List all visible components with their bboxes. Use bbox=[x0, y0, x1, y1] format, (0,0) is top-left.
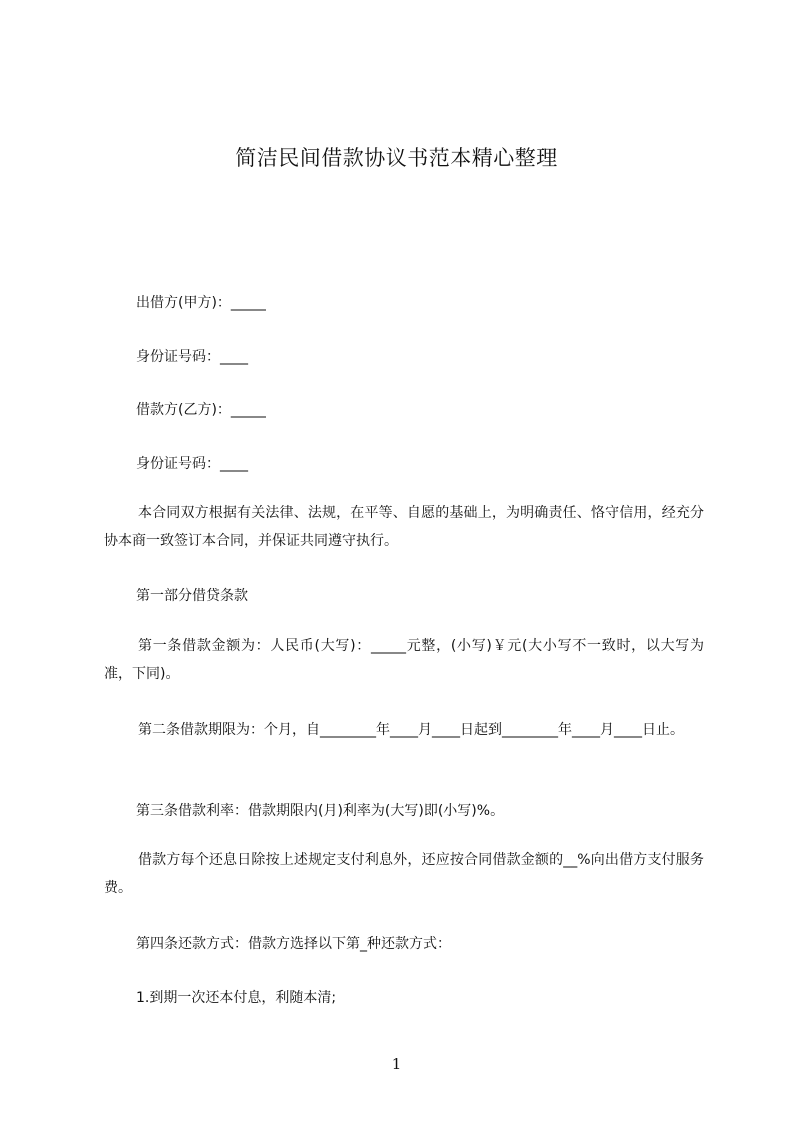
service-fee-paragraph: 借款方每个还息日除按上述规定支付利息外，还应按合同借款金额的__%向出借方支付服务费。 bbox=[104, 852, 704, 896]
lender-id-field: 身份证号码：____ bbox=[136, 349, 248, 365]
article-2: 第二条借款期限为：个月，自________年____月____日起到________年____月____日止。 bbox=[138, 722, 684, 738]
article-3: 第三条借款利率：借款期限内(月)利率为(大写)即(小写)%。 bbox=[136, 803, 505, 819]
part1-heading: 第一部分借贷条款 bbox=[136, 588, 248, 604]
article-1: 第一条借款金额为：人民币(大写)：_____元整，(小写)￥元(大小写不一致时，以大写为准，下同)。 bbox=[104, 638, 704, 682]
intro-paragraph: 本合同双方根据有关法律、法规，在平等、自愿的基础上，为明确责任、恪守信用，经充分协本商一致签订本合同，并保证共同遵守执行。 bbox=[104, 505, 704, 549]
repayment-option-1: 1.到期一次还本付息，利随本清; bbox=[136, 990, 337, 1006]
lender-field: 出借方(甲方)：_____ bbox=[136, 295, 266, 311]
article-4: 第四条还款方式：借款方选择以下第_种还款方式： bbox=[136, 936, 451, 952]
document-title: 简洁民间借款协议书范本精心整理 bbox=[235, 146, 558, 170]
borrower-id-field: 身份证号码：____ bbox=[136, 456, 248, 472]
borrower-field: 借款方(乙方)：_____ bbox=[136, 402, 266, 418]
page-number: 1 bbox=[391, 1055, 402, 1073]
